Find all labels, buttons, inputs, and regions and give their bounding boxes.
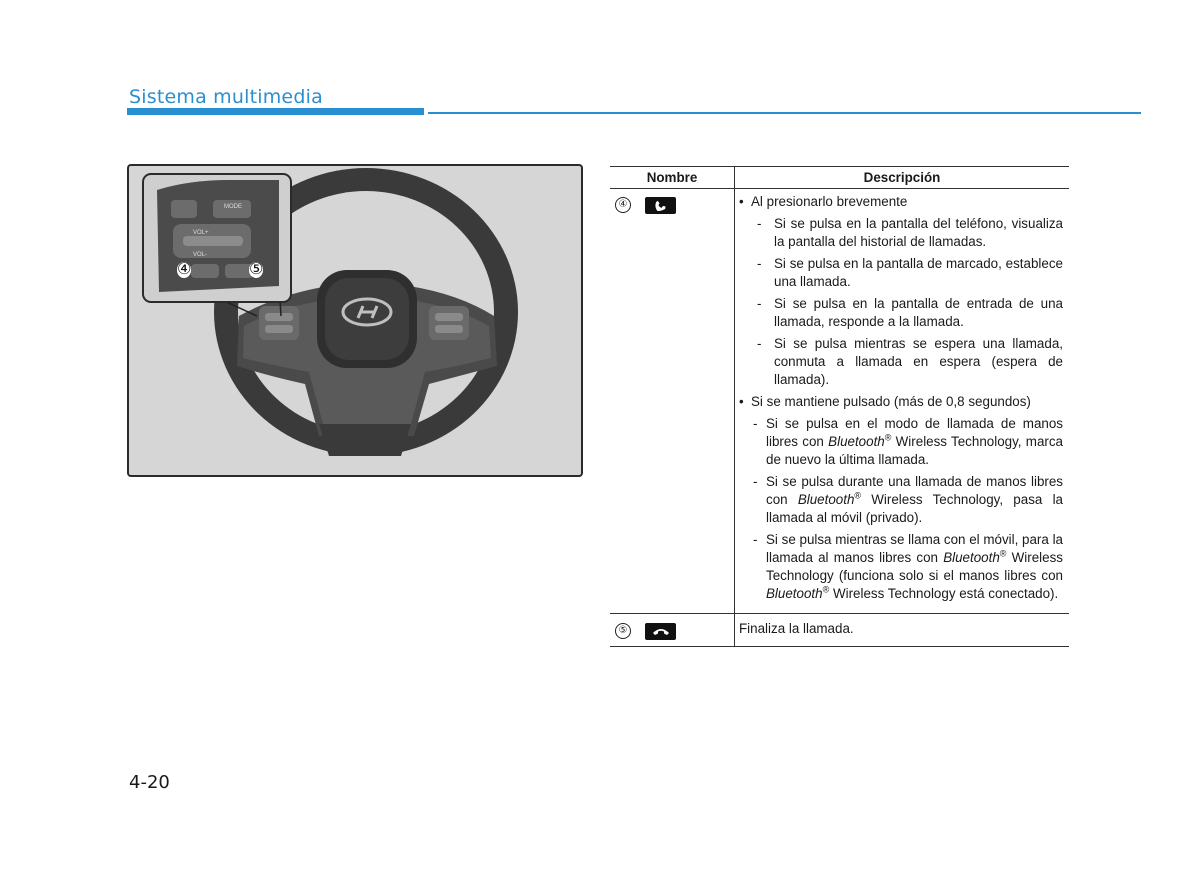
row-number: ⑤ bbox=[615, 623, 631, 639]
callout-4: ④ bbox=[177, 261, 192, 278]
header-rule-thin bbox=[428, 112, 1141, 114]
desc-sub-item: Si se pulsa mientras se llama con el móvil, para la llamada al manos libres con Bluetooth® Wireless Technology (funciona solo si el manos libres con Bluetooth® Wireless Technology está conectado). bbox=[766, 532, 1063, 601]
desc-sub-item: Si se pulsa en el modo de llamada de manos libres con Bluetooth® Wireless Technology, marca de nuevo la última llamada. bbox=[766, 416, 1063, 467]
desc-end-call: Finaliza la llamada. bbox=[739, 621, 854, 636]
desc-bullet-long-press: Si se mantiene pulsado (más de 0,8 segundos) bbox=[751, 394, 1031, 409]
column-header-name: Nombre bbox=[610, 167, 735, 189]
desc-sub-item: Si se pulsa mientras se espera una llamada, conmuta a llamada en espera (espera de llamada). bbox=[774, 336, 1063, 387]
page-number: 4-20 bbox=[129, 772, 170, 793]
desc-sub-item: Si se pulsa en la pantalla de marcado, establece una llamada. bbox=[774, 256, 1063, 289]
table-row: ④ • Al presionarlo brevemente - Si se pulsa en la pantalla del teléfono, visualiza la pantalla del historial de llamadas. - Si se pulsa en la pantalla de marcado, establece una llamada. - Si se pulsa en la pantalla de entrada de una llamada, responde a la llamada. - Si se pulsa mientras se espera una llamada, conmuta a llamada en espera (espera de llamada). • Si se mantiene pulsado (más de 0,8 segundos) - Si se pulsa en el modo de llamada de manos libres con Bluetooth® Wireless Technology, marca de nuevo la última llamada. - Si se pulsa durante una llamada de manos libres con Bluetooth® Wireless Technology, pasa la llamada al móvil (privado). - Si se pulsa mientras se llama con el móvil, para la llamada al manos libres con Bluetooth® Wireless Technology (funciona solo si el manos libres con Bluetooth® Wireless Technology está conectado). bbox=[610, 189, 1069, 614]
callout-5: ⑤ bbox=[249, 261, 264, 278]
column-header-description: Descripción bbox=[735, 167, 1070, 189]
steering-wheel-drawing bbox=[129, 166, 581, 475]
inset-vol-down-label: VOL- bbox=[193, 252, 208, 258]
desc-bullet-short-press: Al presionarlo brevemente bbox=[751, 194, 908, 209]
row-number: ④ bbox=[615, 197, 631, 213]
desc-sub-item: Si se pulsa en la pantalla del teléfono, visualiza la pantalla del historial de llamadas. bbox=[774, 216, 1063, 249]
desc-sub-item: Si se pulsa durante una llamada de manos libres con Bluetooth® Wireless Technology, pasa la llamada al móvil (privado). bbox=[766, 474, 1064, 525]
inset-mode-label: MODE bbox=[224, 204, 242, 210]
table-row bbox=[610, 614, 1069, 647]
desc-sub-item: Si se pulsa en la pantalla de entrada de una llamada, responde a la llamada. bbox=[774, 296, 1063, 329]
phone-call-icon bbox=[645, 197, 676, 214]
inset-vol-up-label: VOL+ bbox=[193, 230, 209, 236]
phone-end-icon bbox=[645, 623, 676, 640]
section-title: Sistema multimedia bbox=[129, 86, 323, 108]
button-description-table bbox=[610, 166, 1069, 647]
steering-wheel-illustration bbox=[127, 164, 583, 477]
header-rule-thick bbox=[127, 108, 424, 115]
